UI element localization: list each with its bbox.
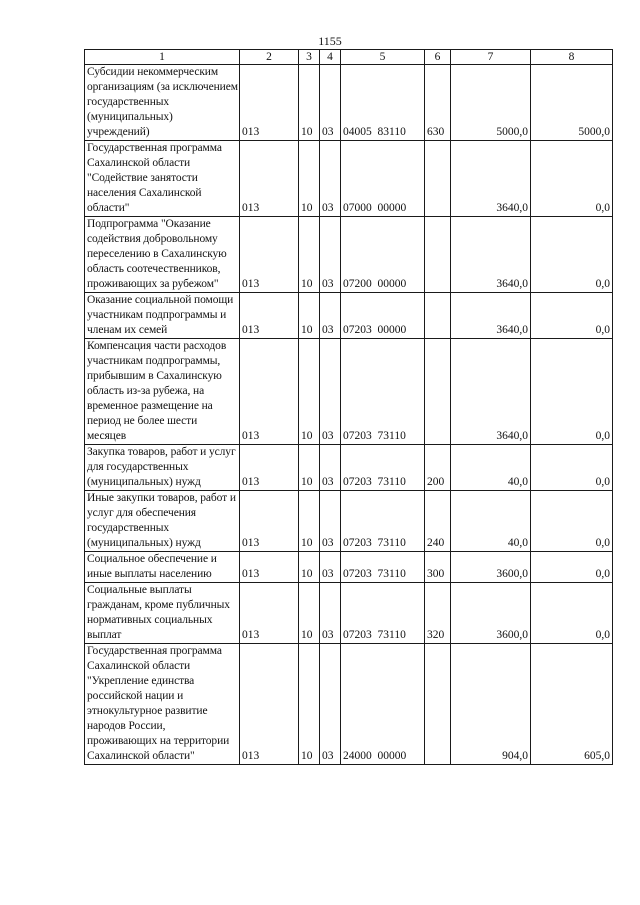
amount-year-1-cell: 3600,0 [451,583,531,644]
page-number: 1155 [318,34,342,48]
subsection-code-cell: 03 [320,217,341,293]
column-header: 2 [240,50,299,65]
table-row [85,644,613,765]
section-code-cell: 10 [299,583,320,644]
section-code-cell: 10 [299,141,320,217]
expense-type-cell: 300 [425,552,451,583]
table-row [85,583,613,644]
ministry-code-cell: 013 [240,491,299,552]
amount-year-2-cell: 0,0 [531,491,613,552]
subsection-code-cell: 03 [320,141,341,217]
ministry-code-cell: 013 [240,293,299,339]
amount-year-1-cell: 5000,0 [451,65,531,141]
expense-type-cell: 630 [425,65,451,141]
target-article-cell: 07203 73110 [341,339,425,445]
target-article-cell: 07203 73110 [341,491,425,552]
amount-year-1-cell: 40,0 [451,445,531,491]
table-row [85,445,613,491]
amount-year-2-cell: 5000,0 [531,65,613,141]
expense-type-cell [425,141,451,217]
section-code-cell: 10 [299,552,320,583]
amount-year-2-cell: 0,0 [531,141,613,217]
table-row [85,339,613,445]
target-article-cell: 07000 00000 [341,141,425,217]
amount-year-1-cell: 3640,0 [451,217,531,293]
table-row [85,491,613,552]
target-article-cell: 24000 00000 [341,644,425,765]
budget-table [84,49,613,765]
subsection-code-cell: 03 [320,583,341,644]
subsection-code-cell: 03 [320,65,341,141]
row-name-cell: Социальное обеспечение и иные выплаты населению [85,552,240,583]
section-code-cell: 10 [299,293,320,339]
ministry-code-cell: 013 [240,141,299,217]
amount-year-1-cell: 40,0 [451,491,531,552]
amount-year-2-cell: 0,0 [531,217,613,293]
expense-type-cell: 240 [425,491,451,552]
table-row [85,141,613,217]
section-code-cell: 10 [299,339,320,445]
subsection-code-cell: 03 [320,644,341,765]
section-code-cell: 10 [299,491,320,552]
subsection-code-cell: 03 [320,491,341,552]
ministry-code-cell: 013 [240,583,299,644]
section-code-cell: 10 [299,644,320,765]
column-header: 7 [451,50,531,65]
ministry-code-cell: 013 [240,339,299,445]
table-row [85,217,613,293]
expense-type-cell [425,644,451,765]
ministry-code-cell: 013 [240,65,299,141]
row-name-cell: Оказание социальной помощи участникам подпрограммы и членам их семей [85,293,240,339]
subsection-code-cell: 03 [320,445,341,491]
row-name-cell: Социальные выплаты гражданам, кроме публичных нормативных социальных выплат [85,583,240,644]
row-name-cell: Компенсация части расходов участникам подпрограммы, прибывшим в Сахалинскую область из-за рубежа, на временное размещение на период не более шести месяцев [85,339,240,445]
section-code-cell: 10 [299,217,320,293]
amount-year-1-cell: 3640,0 [451,293,531,339]
row-name-cell: Иные закупки товаров, работ и услуг для обеспечения государственных (муниципальных) нужд [85,491,240,552]
expense-type-cell [425,293,451,339]
ministry-code-cell: 013 [240,217,299,293]
expense-type-cell [425,217,451,293]
column-number-row [85,50,613,65]
row-name-cell: Субсидии некоммерческим организациям (за исключением государственных (муниципальных) учреждений) [85,65,240,141]
table-row [85,293,613,339]
table-body [85,50,613,765]
target-article-cell: 07203 73110 [341,552,425,583]
subsection-code-cell: 03 [320,293,341,339]
column-header: 4 [320,50,341,65]
target-article-cell: 07203 73110 [341,445,425,491]
column-header: 1 [85,50,240,65]
ministry-code-cell: 013 [240,644,299,765]
column-header: 3 [299,50,320,65]
amount-year-1-cell: 904,0 [451,644,531,765]
section-code-cell: 10 [299,445,320,491]
section-code-cell: 10 [299,65,320,141]
amount-year-2-cell: 0,0 [531,293,613,339]
column-header: 6 [425,50,451,65]
amount-year-1-cell: 3600,0 [451,552,531,583]
expense-type-cell: 320 [425,583,451,644]
expense-type-cell: 200 [425,445,451,491]
amount-year-2-cell: 605,0 [531,644,613,765]
table-row [85,552,613,583]
amount-year-2-cell: 0,0 [531,445,613,491]
row-name-cell: Подпрограмма "Оказание содействия добровольному переселению в Сахалинскую область соотечественников, проживающих за рубежом" [85,217,240,293]
target-article-cell: 04005 83110 [341,65,425,141]
ministry-code-cell: 013 [240,445,299,491]
amount-year-2-cell: 0,0 [531,552,613,583]
amount-year-2-cell: 0,0 [531,339,613,445]
target-article-cell: 07203 00000 [341,293,425,339]
subsection-code-cell: 03 [320,339,341,445]
table-row [85,65,613,141]
target-article-cell: 07200 00000 [341,217,425,293]
amount-year-2-cell: 0,0 [531,583,613,644]
target-article-cell: 07203 73110 [341,583,425,644]
subsection-code-cell: 03 [320,552,341,583]
amount-year-1-cell: 3640,0 [451,141,531,217]
expense-type-cell [425,339,451,445]
row-name-cell: Государственная программа Сахалинской области "Укрепление единства российской нации и этнокультурное развитие народов России, проживающих на территории Сахалинской области" [85,644,240,765]
amount-year-1-cell: 3640,0 [451,339,531,445]
ministry-code-cell: 013 [240,552,299,583]
row-name-cell: Закупка товаров, работ и услуг для государственных (муниципальных) нужд [85,445,240,491]
column-header: 5 [341,50,425,65]
row-name-cell: Государственная программа Сахалинской области "Содействие занятости населения Сахалинской области" [85,141,240,217]
column-header: 8 [531,50,613,65]
